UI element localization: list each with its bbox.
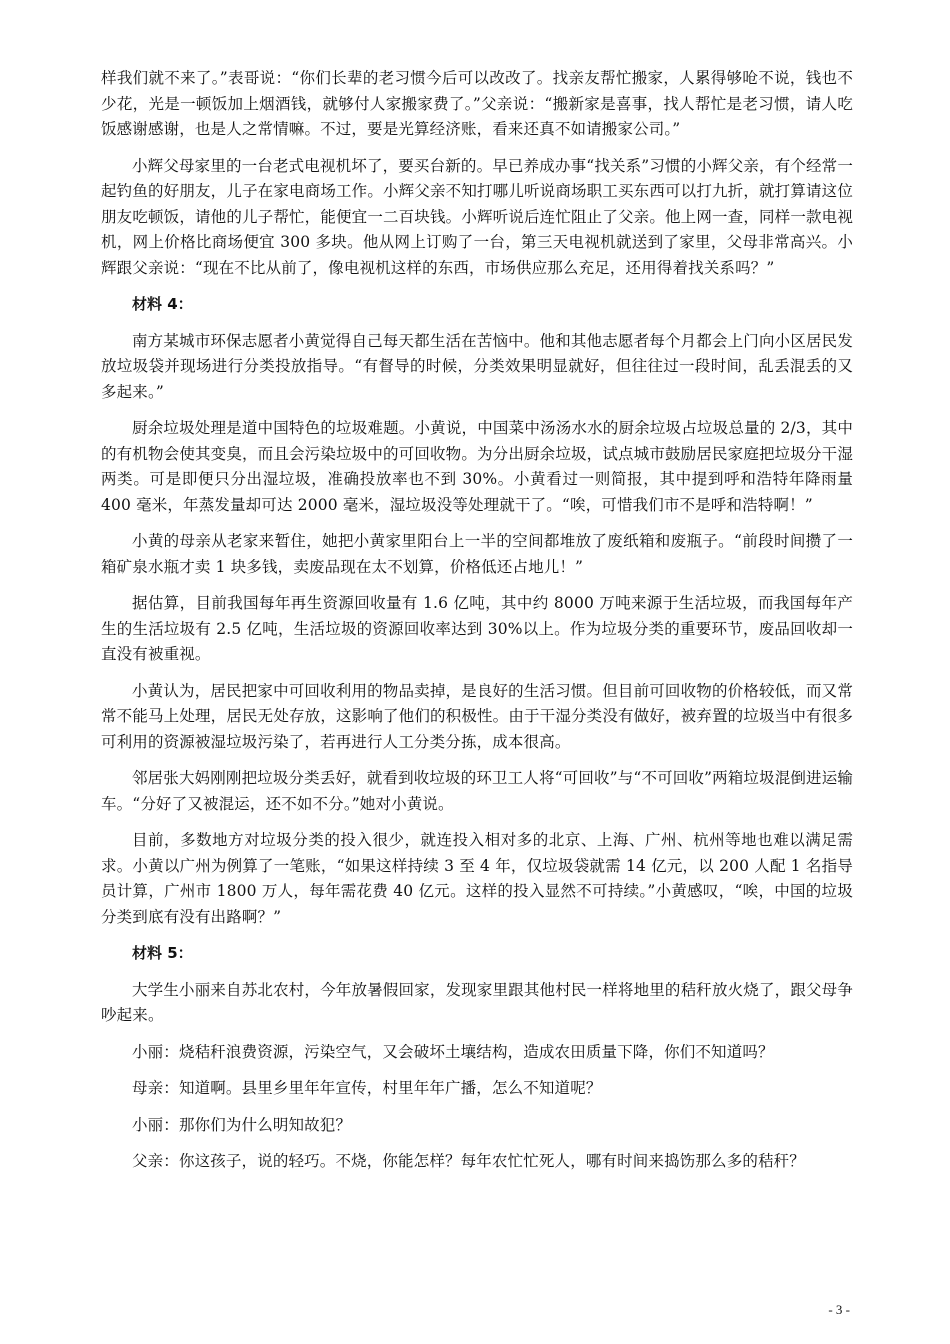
paragraph-tv-purchase: 小辉父母家里的一台老式电视机坏了，要买台新的。早已养成办事“找关系”习惯的小辉父亲，有个经常一起钓鱼的好朋友，儿子在家电商场工作。小辉父亲不知打哪儿听说商场职工买东西可以打九折，就打算请这位朋友吃顿饭，请他的儿子帮忙，能便宜一二百块钱。小辉听说后连忙阻止了父亲。他上网一查，同样一款电视机，网上价格比商场便宜 300 多块。他从网上订购了一台，第三天电视机就送到了家里，父母非常高兴。小辉跟父亲说：“现在不比从前了，像电视机这样的东西，市场供应那么充足，还用得着找关系吗？” bbox=[101, 156, 853, 277]
dialogue-line-father: 父亲：你这孩子，说的轻巧。不烧，你能怎样？每年农忙忙死人，哪有时间来捣饬那么多的秸秆？ bbox=[132, 1152, 805, 1170]
paragraph-recycling-value: 小黄认为，居民把家中可回收利用的物品卖掉，是良好的生活习惯。但目前可回收物的价格较低，而又常常不能马上处理，居民无处存放，这影响了他们的积极性。由于干湿分类没有做好，被弃置的垃圾当中有很多可利用的资源被湿垃圾污染了，若再进行人工分类分拣，成本很高。 bbox=[101, 681, 853, 751]
paragraph-kitchen-waste: 厨余垃圾处理是道中国特色的垃圾难题。小黄说，中国菜中汤汤水水的厨余垃圾占垃圾总量的 2/3，其中的有机物会使其变臭，而且会污染垃圾中的可回收物。为分出厨余垃圾，试点城市鼓励居民家庭把垃圾分干湿两类。可是即便只分出湿垃圾，准确投放率也不到 30%。小黄看过一则简报，其中提到呼和浩特年降雨量 400 毫米，年蒸发量却可达 2000 毫米，湿垃圾没等处理就干了。“唉，可惜我们市不是呼和浩特啊！” bbox=[101, 419, 853, 514]
section-heading-material-5: 材料 5： bbox=[132, 944, 193, 962]
page-number: - 3 - bbox=[828, 1302, 850, 1317]
paragraph-investment-cost: 目前，多数地方对垃圾分类的投入很少，就连投入相对多的北京、上海、广州、杭州等地也难以满足需求。小黄以广州为例算了一笔账，“如果这样持续 3 至 4 年，仅垃圾袋就需 14 亿元，以 200 人配 1 名指导员计算，广州市 1800 万人，每年需花费 40 亿元。这样的投入显然不可持续。”小黄感叹，“唉，中国的垃圾分类到底有没有出路啊？” bbox=[101, 831, 853, 926]
dialogue-line-xiaoli-2: 小丽：那你们为什么明知故犯？ bbox=[132, 1115, 352, 1134]
paragraph-mixed-transport: 邻居张大妈刚刚把垃圾分类丢好，就看到收垃圾的环卫工人将“可回收”与“不可回收”两箱垃圾混倒进运输车。“分好了又被混运，还不如不分。”她对小黄说。 bbox=[101, 769, 853, 813]
dialogue-line-mother: 母亲：知道啊。县里乡里年年宣传，村里年年广播，怎么不知道呢？ bbox=[132, 1079, 602, 1097]
document-body bbox=[101, 66, 853, 1186]
paragraph-recycling-statistics: 据估算，目前我国每年再生资源回收量有 1.6 亿吨，其中约 8000 万吨来源于生活垃圾，而我国每年产生的生活垃圾有 2.5 亿吨，生活垃圾的资源回收率达到 30%以上。作为垃圾分类的重要环节，废品回收却一直没有被重视。 bbox=[101, 594, 853, 663]
section-heading-material-4: 材料 4： bbox=[132, 295, 193, 313]
paragraph-straw-burning-intro: 大学生小丽来自苏北农村，今年放暑假回家，发现家里跟其他村民一样将地里的秸秆放火烧了，跟父母争吵起来。 bbox=[101, 980, 853, 1024]
paragraph-mother-recycling: 小黄的母亲从老家来暂住，她把小黄家里阳台上一半的空间都堆放了废纸箱和废瓶子。“前段时间攒了一箱矿泉水瓶才卖 1 块多钱，卖废品现在太不划算，价格低还占地儿！” bbox=[101, 532, 853, 576]
dialogue-line-xiaoli-1: 小丽：烧秸秆浪费资源，污染空气，又会破坏土壤结构，造成农田质量下降，你们不知道吗？ bbox=[132, 1042, 774, 1061]
paragraph-volunteer-intro: 南方某城市环保志愿者小黄觉得自己每天都生活在苦恼中。他和其他志愿者每个月都会上门向小区居民发放垃圾袋并现场进行分类投放指导。“有督导的时候，分类效果明显就好，但往往过一段时间，乱丢混丢的又多起来。” bbox=[101, 331, 853, 401]
paragraph-moving-dialogue: 样我们就不来了。”表哥说：“你们长辈的老习惯今后可以改改了。找亲友帮忙搬家，人累得够呛不说，钱也不少花，光是一顿饭加上烟酒钱，就够付人家搬家费了。”父亲说：“搬新家是喜事，找人帮忙是老习惯，请人吃饭感谢感谢，也是人之常情嘛。不过，要是光算经济账，看来还真不如请搬家公司。” bbox=[101, 69, 853, 138]
